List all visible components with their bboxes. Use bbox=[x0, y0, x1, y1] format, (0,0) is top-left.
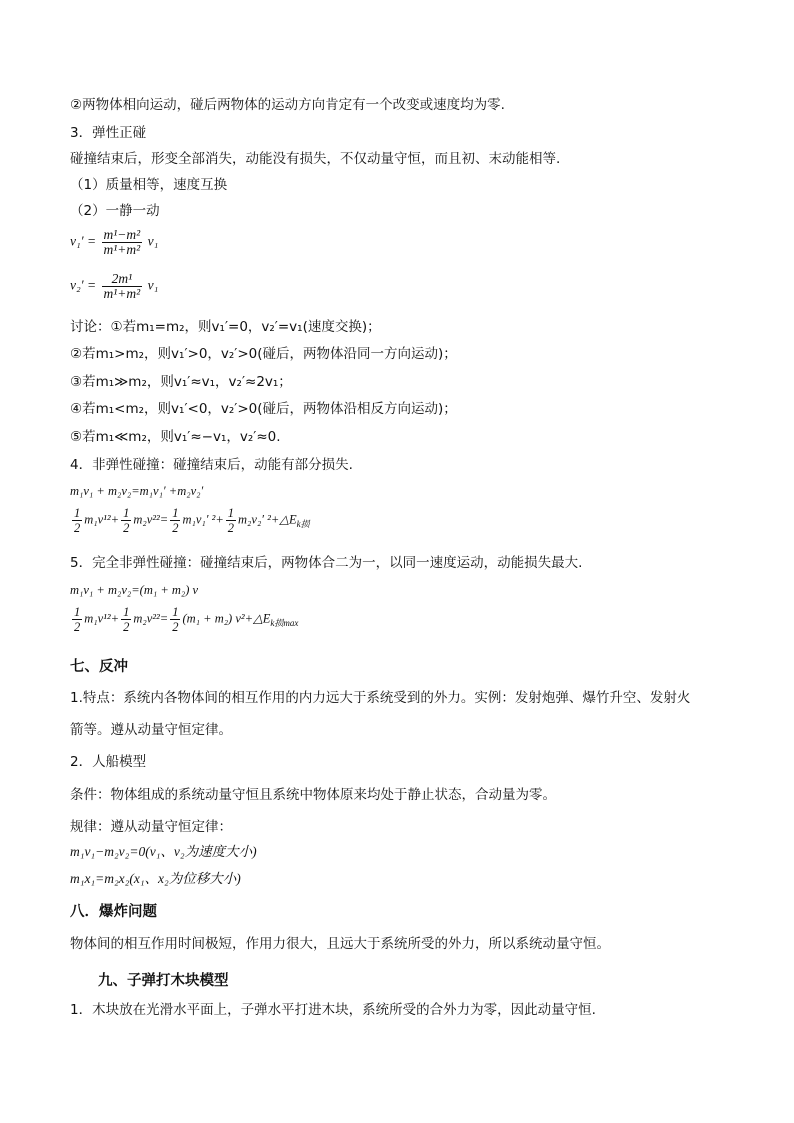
fraction-half bbox=[121, 506, 131, 535]
section-heading: 4．非弹性碰撞：碰撞结束后，动能有部分损失. bbox=[70, 457, 353, 473]
fraction-half bbox=[170, 506, 180, 535]
fraction-denominator: m¹+m² bbox=[103, 242, 141, 257]
fraction-numerator: 2m¹ bbox=[102, 272, 143, 287]
formula-v2-prime bbox=[70, 272, 158, 301]
text-line: 条件：物体组成的系统动量守恒且系统中物体原来均处于静止状态，合动量为零。 bbox=[70, 787, 556, 803]
fraction-numerator: 1 bbox=[172, 506, 179, 520]
discussion-line: ③若m₁≫m₂，则v₁′≈v₁，v₂′≈2v₁； bbox=[70, 374, 292, 390]
formula-term: m₁v₁′ ²+ bbox=[182, 512, 224, 527]
text-line: 规律：遵从动量守恒定律： bbox=[70, 819, 232, 835]
discussion-line: ②若m₁>m₂，则v₁′>0，v₂′>0(碰后，两物体沿同一方向运动)； bbox=[70, 346, 457, 362]
text-line: （1）质量相等，速度互换 bbox=[70, 177, 228, 193]
chapter-heading: 九、子弹打木块模型 bbox=[98, 973, 229, 989]
formula-term: m₂v²²= bbox=[133, 512, 169, 527]
formula-v1-prime bbox=[70, 228, 158, 257]
fraction-denominator: 2 bbox=[74, 521, 81, 535]
fraction bbox=[102, 228, 143, 257]
formula-term: m₂v₂′ ²+△E bbox=[238, 512, 297, 527]
formula-term: m₁v¹²+ bbox=[84, 611, 120, 626]
formula-subscript: k损max bbox=[270, 617, 299, 628]
fraction-half bbox=[121, 605, 131, 634]
formula-line: m₁v₁−m₂v₂=0(v₁、v₂为速度大小) bbox=[70, 844, 257, 859]
fraction-numerator: m¹−m² bbox=[103, 227, 141, 242]
fraction-denominator: 2 bbox=[123, 620, 130, 634]
fraction-denominator: 2 bbox=[123, 521, 130, 535]
fraction bbox=[102, 272, 143, 301]
section-heading: 3．弹性正碰 bbox=[70, 125, 147, 141]
formula-rhs: v₁ bbox=[147, 277, 159, 293]
fraction-half bbox=[226, 506, 236, 535]
text-line: （2）一静一动 bbox=[70, 203, 160, 219]
fraction-numerator: 1 bbox=[123, 506, 130, 520]
text-line: 碰撞结束后，形变全部消失，动能没有损失，不仅动量守恒，而且初、末动能相等. bbox=[70, 151, 561, 167]
formula-subscript: k损 bbox=[296, 518, 310, 529]
discussion-line: ④若m₁<m₂，则v₁′<0，v₂′>0(碰后，两物体沿相反方向运动)； bbox=[70, 401, 457, 417]
chapter-heading: 八．爆炸问题 bbox=[70, 904, 157, 920]
formula-perfectly-inelastic-momentum: m₁v₁ + m₂v₂=(m₁ + m₂) v bbox=[70, 583, 199, 597]
formula-inelastic-momentum: m₁v₁ + m₂v₂=m₁v₁′ +m₂v₂′ bbox=[70, 484, 204, 498]
fraction-denominator: 2 bbox=[172, 620, 179, 634]
text-line: 1．木块放在光滑水平面上，子弹水平打进木块，系统所受的合外力为零，因此动量守恒. bbox=[70, 1002, 596, 1018]
text-line: 1.特点：系统内各物体间的相互作用的内力远大于系统受到的外力。实例：发射炮弹、爆竹升空、发射火 bbox=[70, 690, 691, 706]
formula-lhs: v₂′ = bbox=[70, 277, 97, 293]
formula-perfectly-inelastic-energy bbox=[70, 605, 298, 634]
text-line: 箭等。遵从动量守恒定律。 bbox=[70, 722, 232, 738]
text-line: 物体间的相互作用时间极短，作用力很大，且远大于系统所受的外力，所以系统动量守恒。 bbox=[70, 936, 610, 952]
formula-term: (m₁ + m₂) v²+△E bbox=[182, 611, 271, 626]
fraction-half bbox=[72, 605, 82, 634]
formula-inelastic-energy bbox=[70, 506, 310, 535]
formula-line: m₁x₁=m₂x₂(x₁、x₂为位移大小) bbox=[70, 871, 241, 886]
fraction-denominator: 2 bbox=[74, 620, 81, 634]
chapter-heading: 七、反冲 bbox=[70, 659, 128, 675]
fraction-denominator: m¹+m² bbox=[103, 286, 141, 301]
discussion-line: ⑤若m₁≪m₂，则v₁′≈−v₁，v₂′≈0. bbox=[70, 429, 281, 445]
fraction-numerator: 1 bbox=[74, 605, 81, 619]
fraction-numerator: 1 bbox=[74, 506, 81, 520]
fraction-denominator: 2 bbox=[227, 521, 235, 535]
section-heading: 2．人船模型 bbox=[70, 754, 147, 770]
formula-rhs: v₁ bbox=[147, 233, 159, 249]
text-line: ②两物体相向运动，碰后两物体的运动方向肯定有一个改变或速度均为零. bbox=[70, 97, 505, 113]
section-heading: 5．完全非弹性碰撞：碰撞结束后，两物体合二为一，以同一速度运动，动能损失最大. bbox=[70, 555, 583, 571]
formula-term: m₁v¹²+ bbox=[84, 512, 120, 527]
fraction-denominator: 2 bbox=[172, 521, 179, 535]
formula-lhs: v₁′ = bbox=[70, 233, 97, 249]
fraction-numerator: 1 bbox=[123, 605, 130, 619]
fraction-numerator: 1 bbox=[172, 605, 179, 619]
fraction-half bbox=[72, 506, 82, 535]
fraction-half bbox=[170, 605, 180, 634]
fraction-numerator: 1 bbox=[227, 506, 235, 520]
formula-term: m₂v²²= bbox=[133, 611, 169, 626]
discussion-line: 讨论：①若m₁=m₂，则v₁′=0，v₂′=v₁(速度交换)； bbox=[70, 319, 381, 335]
